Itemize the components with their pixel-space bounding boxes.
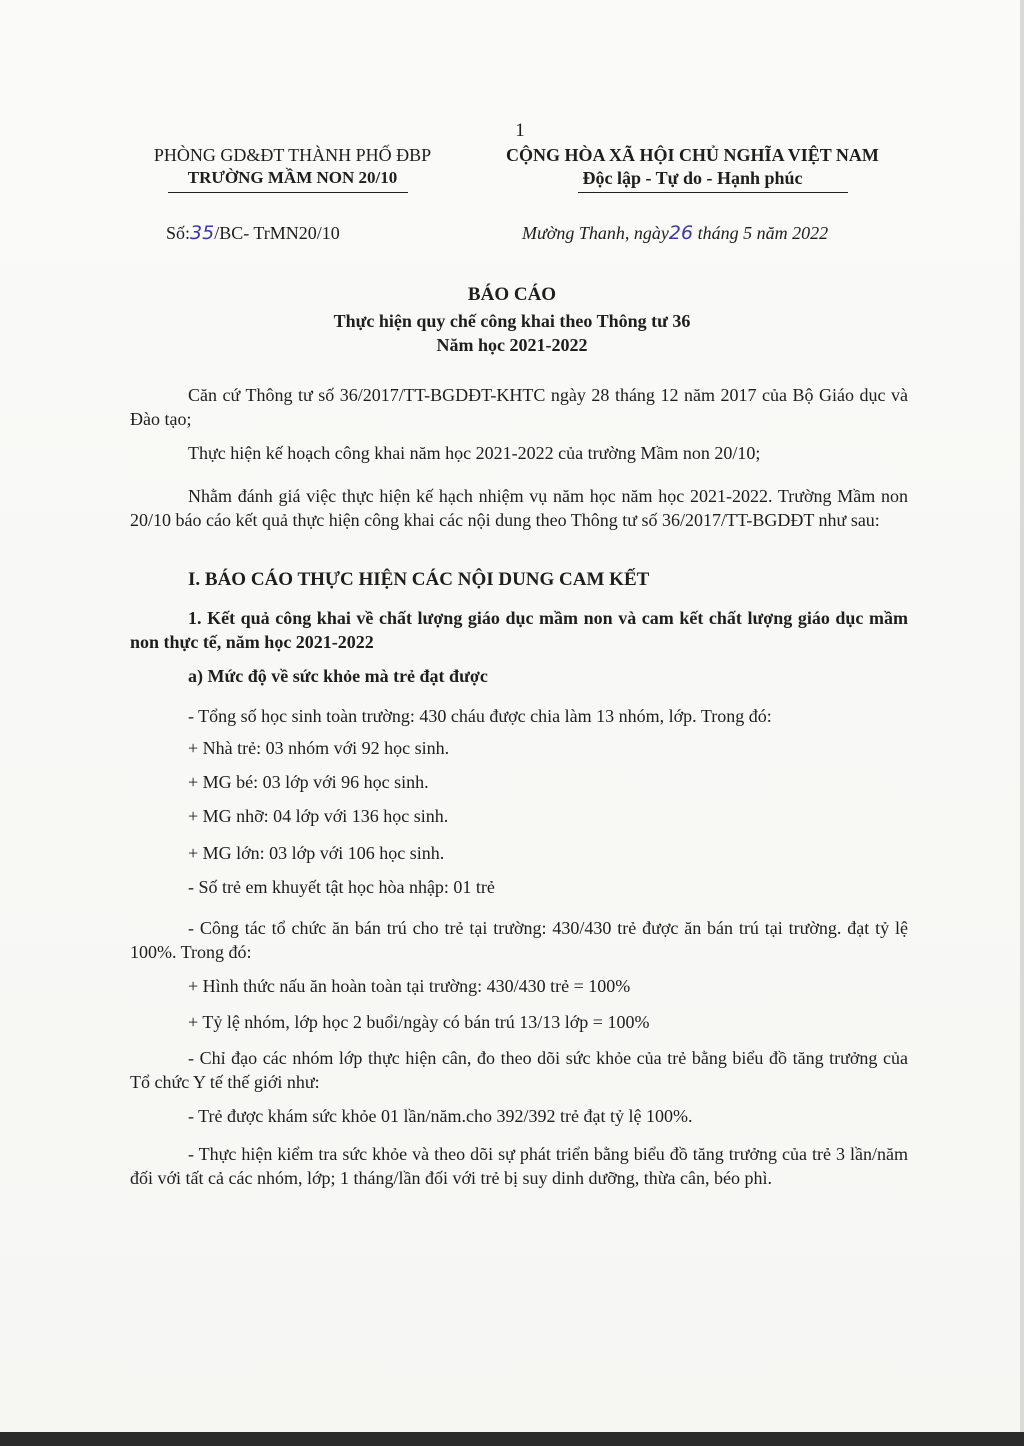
intro-paragraph-3: Nhằm đánh giá việc thực hiện kế hạch nhiệm vụ năm học năm học 2021-2022. Trường Mầm non 20/10 báo cáo kết quả thực hiện công khai các nội dung theo Thông tư số 36/2017/TT-BGDĐT như sau: [130,486,908,530]
health-check-paragraph: - Thực hiện kiểm tra sức khỏe và theo dõi sự phát triển bằng biểu đồ tăng trưởng của trẻ 3 lần/năm đối với tất cả các nhóm, lớp; 1 tháng/lần đối với trẻ bị suy dinh dưỡng, thừa cân, béo phì. [130,1144,908,1188]
list-item: + Nhà trẻ: 03 nhóm với 92 học sinh. [188,738,450,758]
list-item: + Hình thức nấu ăn hoàn toàn tại trường: 430/430 trẻ = 100% [188,976,631,996]
nation-name: CỘNG HÒA XÃ HỘI CHỦ NGHĨA VIỆT NAM [506,145,879,165]
scan-edge-shadow [1020,0,1024,1446]
motto-underline [578,192,848,193]
list-item: + Tỷ lệ nhóm, lớp học 2 buổi/ngày có bán trú 13/13 lớp = 100% [188,1012,650,1032]
handwritten-day: 26 [668,222,694,244]
report-school-year: Năm học 2021-2022 [436,335,588,355]
list-item: - Số trẻ em khuyết tật học hòa nhập: 01 trẻ [188,877,495,897]
subsection-heading-1: 1. Kết quả công khai về chất lượng giáo dục mầm non và cam kết chất lượng giáo dục mầm non thực tế, năm học 2021-2022 [130,608,908,652]
health-direction-paragraph: - Chỉ đạo các nhóm lớp thực hiện cân, đo theo dõi sức khỏe của trẻ bằng biểu đồ tăng trưởng của Tổ chức Y tế thế giới như: [130,1048,908,1092]
list-item: + MG lớn: 03 lớp với 106 học sinh. [188,843,445,863]
scan-bottom-border [0,1432,1024,1446]
intro-paragraph-2: Thực hiện kế hoạch công khai năm học 2021-2022 của trường Mầm non 20/10; [188,443,761,463]
subsection-heading-1a: a) Mức độ về sức khỏe mà trẻ đạt được [188,666,488,686]
list-item: - Tổng số học sinh toàn trường: 430 cháu được chia làm 13 nhóm, lớp. Trong đó: [188,706,772,726]
list-item: + MG bé: 03 lớp với 96 học sinh. [188,772,429,792]
national-motto: Độc lập - Tự do - Hạnh phúc [582,168,803,188]
page-number: 1 [515,120,525,141]
health-exam-item: - Trẻ được khám sức khỏe 01 lần/năm.cho 392/392 trẻ đạt tỷ lệ 100%. [188,1106,693,1126]
number-prefix: Số: [166,223,191,243]
school-underline [168,192,408,193]
report-subtitle: Thực hiện quy chế công khai theo Thông tư 36 [333,311,691,331]
list-item: + MG nhỡ: 04 lớp với 136 học sinh. [188,806,449,826]
number-suffix: /BC- TrMN20/10 [214,223,340,243]
handwritten-number: 35 [190,222,215,244]
school-name: TRƯỜNG MẦM NON 20/10 [187,168,398,187]
section-heading-1: I. BÁO CÁO THỰC HIỆN CÁC NỘI DUNG CAM KẾT [188,569,650,590]
date-prefix: Mường Thanh, ngày [522,223,669,243]
document-number [166,222,340,244]
report-title: BÁO CÁO [467,284,557,305]
date-line [522,222,828,244]
intro-paragraph-1: Căn cứ Thông tư số 36/2017/TT-BGDĐT-KHTC ngày 28 tháng 12 năm 2017 của Bộ Giáo dục và Đào tạo; [130,385,908,429]
boarding-paragraph: - Công tác tổ chức ăn bán trú cho trẻ tại trường: 430/430 trẻ được ăn bán trú tại trường. đạt tỷ lệ 100%. Trong đó: [130,918,908,962]
date-suffix: tháng 5 năm 2022 [693,223,829,243]
department-name: PHÒNG GD&ĐT THÀNH PHỐ ĐBP [153,145,432,165]
